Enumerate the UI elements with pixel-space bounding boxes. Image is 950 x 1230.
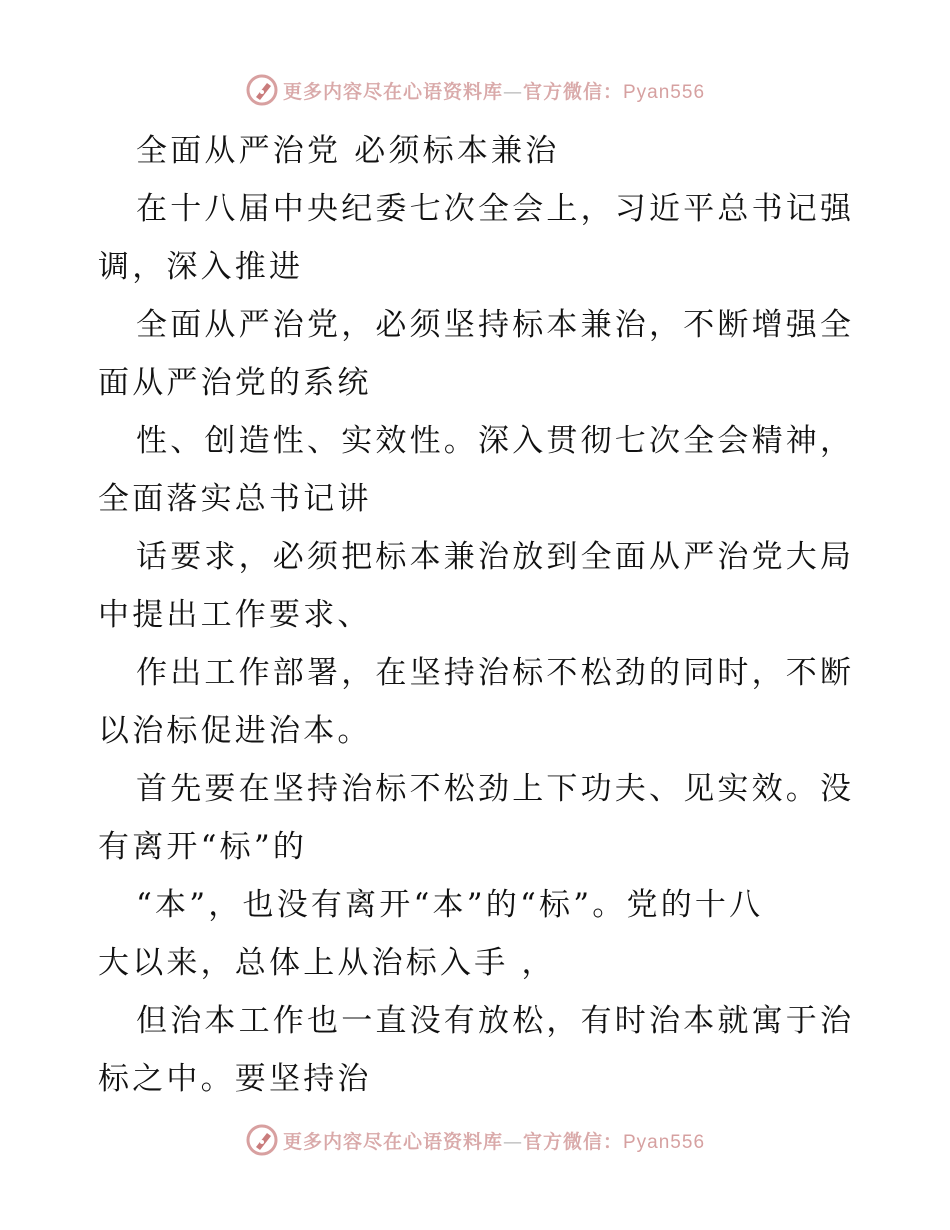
text-line: 以治标促进治本。: [98, 713, 372, 749]
watermark-text: 更多内容尽在心语资料库—官方微信：Pyan556: [282, 1130, 706, 1153]
header-watermark: [0, 70, 950, 110]
document-body: [98, 122, 858, 1108]
watermark-text: 更多内容尽在心语资料库—官方微信：Pyan556: [282, 80, 706, 103]
text-line: 全面从严治党，必须坚持标本兼治，不断增强全: [136, 307, 855, 343]
text-line: 性、创造性、实效性。深入贯彻七次全会精神，: [136, 423, 855, 459]
document-lines: [98, 180, 858, 1108]
text-line: 在十八届中央纪委七次全会上，习近平总书记强: [136, 191, 855, 227]
text-line: 大以来，总体上从治标入手 ，: [98, 945, 556, 981]
text-line: 全面落实总书记讲: [98, 481, 372, 517]
text-line: 调，深入推进: [98, 249, 304, 285]
text-line: 中提出工作要求、: [98, 597, 372, 633]
text-line: 标之中。要坚持治: [98, 1061, 372, 1097]
text-line: 有离开“标”的: [98, 829, 308, 865]
text-line: “本”，也没有离开“本”的“标”。党的十八: [136, 887, 764, 923]
document-title: 全面从严治党 必须标本兼治: [136, 133, 560, 169]
pen-nib-seal-icon: [245, 73, 279, 107]
text-line: 话要求，必须把标本兼治放到全面从严治党大局: [136, 539, 855, 575]
pen-nib-seal-icon: [245, 1123, 279, 1157]
text-line: 面从严治党的系统: [98, 365, 372, 401]
text-line: 作出工作部署，在坚持治标不松劲的同时，不断: [136, 655, 855, 691]
text-line: 首先要在坚持治标不松劲上下功夫、见实效。没: [136, 771, 855, 807]
text-line: 但治本工作也一直没有放松，有时治本就寓于治: [136, 1003, 855, 1039]
footer-watermark: [0, 1120, 950, 1160]
